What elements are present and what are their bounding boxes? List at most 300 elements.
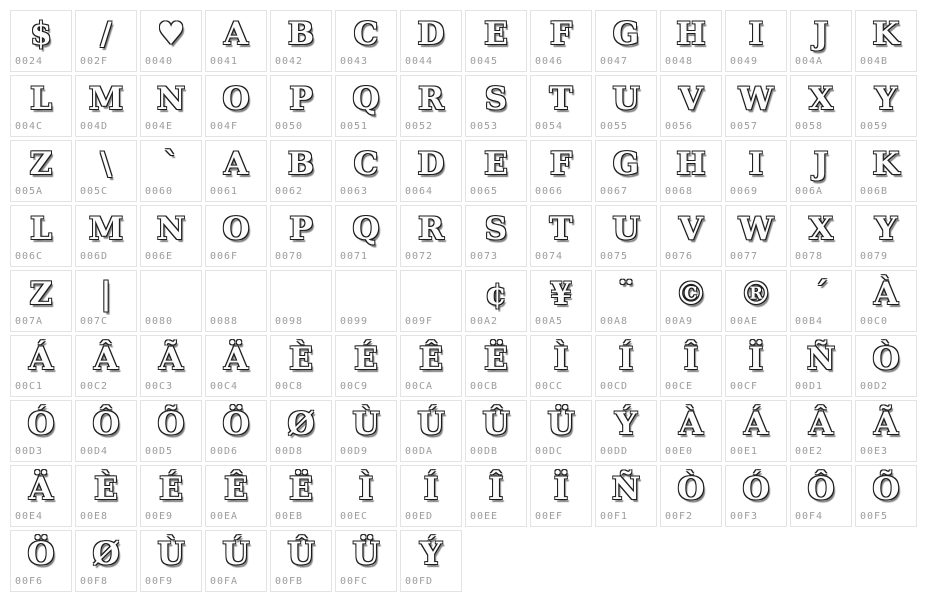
glyph: J xyxy=(813,15,829,52)
glyph: V xyxy=(678,80,704,117)
glyph-cell xyxy=(10,75,72,137)
glyph: D xyxy=(417,145,445,182)
glyph-code: 0053 xyxy=(470,121,499,132)
glyph: K xyxy=(872,15,900,52)
glyph-cell xyxy=(205,10,267,72)
glyph-code: 00E9 xyxy=(145,511,174,522)
glyph-code: 0067 xyxy=(600,186,629,197)
glyph: Ø xyxy=(92,535,120,572)
glyph: C xyxy=(353,15,379,52)
glyph-cell xyxy=(595,10,657,72)
glyph: X xyxy=(808,210,834,247)
glyph-cell xyxy=(725,10,787,72)
glyph-cell xyxy=(725,205,787,267)
glyph: Ô xyxy=(807,470,835,507)
glyph: M xyxy=(88,210,124,247)
glyph-cell xyxy=(595,270,657,332)
glyph: N xyxy=(156,210,186,247)
glyph-cell xyxy=(530,10,592,72)
glyph-code: 0045 xyxy=(470,56,499,67)
glyph-code: 006C xyxy=(15,251,44,262)
glyph: Ì xyxy=(358,470,374,507)
glyph-code: 00DD xyxy=(600,446,629,457)
glyph: E xyxy=(484,145,508,182)
glyph-code: 005C xyxy=(80,186,109,197)
glyph-code: 00D2 xyxy=(860,381,889,392)
glyph: P xyxy=(289,210,313,247)
glyph-cell xyxy=(335,400,397,462)
glyph-code: 0062 xyxy=(275,186,304,197)
glyph-code: 00FB xyxy=(275,576,304,587)
glyph-cell xyxy=(530,205,592,267)
glyph-cell xyxy=(335,205,397,267)
glyph-cell xyxy=(530,465,592,527)
glyph-code: 00D3 xyxy=(15,446,44,457)
glyph: Y xyxy=(874,210,898,247)
glyph: Ó xyxy=(27,405,55,442)
glyph-cell xyxy=(335,465,397,527)
glyph-code: 0043 xyxy=(340,56,369,67)
glyph: È xyxy=(94,470,118,507)
glyph: Â xyxy=(93,340,119,377)
glyph: R xyxy=(418,80,444,117)
glyph: J xyxy=(813,145,829,182)
glyph-code: 00AE xyxy=(730,316,759,327)
glyph xyxy=(401,271,461,316)
glyph: Õ xyxy=(872,470,900,507)
glyph-cell xyxy=(10,530,72,592)
glyph-cell xyxy=(595,400,657,462)
glyph-cell xyxy=(660,140,722,202)
glyph-code: 00F5 xyxy=(860,511,889,522)
glyph-row xyxy=(10,270,930,335)
glyph-cell xyxy=(400,75,462,137)
glyph: Ä xyxy=(223,340,249,377)
glyph-code: 0074 xyxy=(535,251,564,262)
glyph-code: 004E xyxy=(145,121,174,132)
glyph: Ý xyxy=(419,535,443,572)
glyph: V xyxy=(678,210,704,247)
glyph: T xyxy=(549,80,573,117)
glyph-code: 0099 xyxy=(340,316,369,327)
glyph-cell xyxy=(400,335,462,397)
glyph: L xyxy=(30,210,52,247)
glyph-cell xyxy=(855,10,917,72)
glyph-cell xyxy=(75,205,137,267)
glyph-cell xyxy=(10,335,72,397)
glyph-cell xyxy=(75,400,137,462)
glyph-code: 00D9 xyxy=(340,446,369,457)
glyph-cell xyxy=(335,10,397,72)
glyph-cell xyxy=(140,75,202,137)
glyph-code: 004F xyxy=(210,121,239,132)
glyph-cell xyxy=(790,400,852,462)
glyph-code: 00C2 xyxy=(80,381,109,392)
glyph-cell xyxy=(140,335,202,397)
glyph-code: 0042 xyxy=(275,56,304,67)
glyph: W xyxy=(738,80,774,117)
glyph-cell xyxy=(725,75,787,137)
glyph-cell xyxy=(725,335,787,397)
glyph-code: 00A5 xyxy=(535,316,564,327)
glyph: $ xyxy=(30,15,52,52)
glyph: W xyxy=(738,210,774,247)
glyph-cell xyxy=(140,270,202,332)
glyph-code: 00EF xyxy=(535,511,564,522)
glyph-cell xyxy=(270,75,332,137)
glyph-code: 00C3 xyxy=(145,381,174,392)
glyph-code: 00FA xyxy=(210,576,239,587)
glyph-code: 00C4 xyxy=(210,381,239,392)
glyph: Y xyxy=(874,80,898,117)
glyph-row xyxy=(10,465,930,530)
glyph-code: 0069 xyxy=(730,186,759,197)
glyph: Í xyxy=(618,340,634,377)
glyph-code: 002F xyxy=(80,56,109,67)
glyph: Ï xyxy=(748,340,764,377)
glyph: L xyxy=(30,80,52,117)
glyph-cell xyxy=(530,140,592,202)
glyph xyxy=(141,271,201,316)
glyph-cell xyxy=(465,400,527,462)
glyph-cell xyxy=(725,140,787,202)
glyph-cell xyxy=(660,205,722,267)
glyph-code: 0073 xyxy=(470,251,499,262)
glyph: ´ xyxy=(813,275,829,312)
glyph: Ã xyxy=(873,405,899,442)
glyph: Ò xyxy=(677,470,705,507)
glyph-cell xyxy=(140,400,202,462)
glyph-cell xyxy=(400,400,462,462)
glyph: M xyxy=(88,80,124,117)
glyph-code: 00C8 xyxy=(275,381,304,392)
glyph: É xyxy=(159,470,183,507)
glyph: D xyxy=(417,15,445,52)
glyph-cell xyxy=(10,140,72,202)
glyph: H xyxy=(676,145,706,182)
glyph-code: 00CB xyxy=(470,381,499,392)
glyph-cell xyxy=(75,530,137,592)
glyph-code: 0046 xyxy=(535,56,564,67)
glyph-cell xyxy=(270,530,332,592)
glyph-row xyxy=(10,75,930,140)
glyph-cell xyxy=(595,205,657,267)
glyph-cell xyxy=(10,270,72,332)
glyph-cell xyxy=(75,465,137,527)
glyph: Ó xyxy=(742,470,770,507)
glyph-code: 0048 xyxy=(665,56,694,67)
glyph: Ë xyxy=(484,340,508,377)
glyph-cell xyxy=(790,205,852,267)
glyph-code: 006A xyxy=(795,186,824,197)
glyph-cell xyxy=(725,270,787,332)
glyph-cell xyxy=(335,75,397,137)
glyph-code: 00A2 xyxy=(470,316,499,327)
glyph-code: 0054 xyxy=(535,121,564,132)
glyph-cell xyxy=(790,465,852,527)
glyph: B xyxy=(287,15,315,52)
glyph: ¨ xyxy=(618,275,634,312)
glyph: Ë xyxy=(289,470,313,507)
glyph-code: 00D5 xyxy=(145,446,174,457)
glyph-cell xyxy=(855,270,917,332)
glyph-cell xyxy=(465,465,527,527)
glyph-code: 00FC xyxy=(340,576,369,587)
glyph-cell xyxy=(530,75,592,137)
glyph-code: 00F9 xyxy=(145,576,174,587)
glyph-code: 004D xyxy=(80,121,109,132)
glyph-cell xyxy=(790,270,852,332)
glyph-code: 0078 xyxy=(795,251,824,262)
glyph-code: 0052 xyxy=(405,121,434,132)
glyph-cell xyxy=(530,270,592,332)
glyph: X xyxy=(808,80,834,117)
glyph-cell xyxy=(75,335,137,397)
glyph: Ù xyxy=(352,405,380,442)
glyph-cell xyxy=(10,400,72,462)
glyph: ♥ xyxy=(157,15,185,52)
glyph: Q xyxy=(352,80,380,117)
glyph-code: 00E8 xyxy=(80,511,109,522)
glyph-cell xyxy=(205,465,267,527)
glyph-code: 00CC xyxy=(535,381,564,392)
glyph-cell xyxy=(400,10,462,72)
glyph: Ñ xyxy=(611,470,641,507)
glyph-code: 0068 xyxy=(665,186,694,197)
glyph-code: 00FD xyxy=(405,576,434,587)
glyph: Q xyxy=(352,210,380,247)
glyph: Ê xyxy=(419,340,443,377)
glyph-code: 0040 xyxy=(145,56,174,67)
glyph: ` xyxy=(163,145,179,182)
glyph-code: 00DC xyxy=(535,446,564,457)
glyph: Á xyxy=(28,340,54,377)
glyph-cell xyxy=(335,270,397,332)
glyph: F xyxy=(549,15,572,52)
glyph-code: 006B xyxy=(860,186,889,197)
glyph: Û xyxy=(287,535,315,572)
glyph-cell xyxy=(205,205,267,267)
glyph-code: 0077 xyxy=(730,251,759,262)
glyph-code: 0064 xyxy=(405,186,434,197)
glyph-row xyxy=(10,205,930,270)
glyph-code: 0071 xyxy=(340,251,369,262)
glyph-code: 00F2 xyxy=(665,511,694,522)
glyph-code: 0055 xyxy=(600,121,629,132)
glyph-cell xyxy=(270,205,332,267)
glyph-code: 0075 xyxy=(600,251,629,262)
glyph: Z xyxy=(29,275,53,312)
glyph: R xyxy=(418,210,444,247)
glyph-code: 0059 xyxy=(860,121,889,132)
glyph-cell xyxy=(595,75,657,137)
glyph-code: 0051 xyxy=(340,121,369,132)
glyph-code: 00F1 xyxy=(600,511,629,522)
glyph-cell xyxy=(725,465,787,527)
glyph-code: 0049 xyxy=(730,56,759,67)
glyph: O xyxy=(222,210,250,247)
glyph-code: 006F xyxy=(210,251,239,262)
glyph-code: 006D xyxy=(80,251,109,262)
glyph-cell xyxy=(465,75,527,137)
glyph: Z xyxy=(29,145,53,182)
glyph: C xyxy=(353,145,379,182)
glyph: I xyxy=(748,15,764,52)
glyph: G xyxy=(612,145,640,182)
glyph-code: 006E xyxy=(145,251,174,262)
glyph-cell xyxy=(660,75,722,137)
glyph-code: 00EA xyxy=(210,511,239,522)
glyph-cell xyxy=(205,75,267,137)
glyph: Î xyxy=(488,470,504,507)
glyph-cell xyxy=(530,335,592,397)
glyph-cell xyxy=(140,465,202,527)
glyph-code: 0061 xyxy=(210,186,239,197)
glyph-code: 00ED xyxy=(405,511,434,522)
glyph-code: 00CF xyxy=(730,381,759,392)
glyph: Ã xyxy=(158,340,184,377)
glyph-cell xyxy=(400,140,462,202)
glyph-row xyxy=(10,335,930,400)
glyph-code: 00E2 xyxy=(795,446,824,457)
glyph-code: 00D8 xyxy=(275,446,304,457)
glyph-code: 007A xyxy=(15,316,44,327)
glyph-code: 00CD xyxy=(600,381,629,392)
glyph: Ú xyxy=(222,535,250,572)
glyph-code: 00EB xyxy=(275,511,304,522)
glyph-code: 0050 xyxy=(275,121,304,132)
glyph-cell xyxy=(725,400,787,462)
glyph-cell xyxy=(790,75,852,137)
glyph-cell xyxy=(465,140,527,202)
glyph-cell xyxy=(400,205,462,267)
glyph-cell xyxy=(660,10,722,72)
glyph-code: 0098 xyxy=(275,316,304,327)
glyph-code: 00DA xyxy=(405,446,434,457)
glyph-cell xyxy=(660,270,722,332)
glyph-cell xyxy=(75,270,137,332)
glyph-code: 0080 xyxy=(145,316,174,327)
glyph: U xyxy=(612,210,640,247)
glyph: Ý xyxy=(614,405,638,442)
glyph-code: 0056 xyxy=(665,121,694,132)
glyph-code: 0079 xyxy=(860,251,889,262)
glyph: | xyxy=(100,275,112,312)
glyph: I xyxy=(748,145,764,182)
glyph: Õ xyxy=(157,405,185,442)
glyph: © xyxy=(675,275,707,312)
glyph-cell xyxy=(205,530,267,592)
glyph-code: 007C xyxy=(80,316,109,327)
glyph: Ê xyxy=(224,470,248,507)
glyph: N xyxy=(156,80,186,117)
glyph-cell xyxy=(855,400,917,462)
glyph: Ï xyxy=(553,470,569,507)
glyph-cell xyxy=(270,465,332,527)
glyph: K xyxy=(872,145,900,182)
glyph-code: 0063 xyxy=(340,186,369,197)
glyph: Ù xyxy=(157,535,185,572)
glyph-cell xyxy=(270,335,332,397)
glyph-cell xyxy=(140,140,202,202)
glyph-row xyxy=(10,400,930,465)
glyph-cell xyxy=(140,10,202,72)
glyph-code: 005A xyxy=(15,186,44,197)
glyph-code: 009F xyxy=(405,316,434,327)
glyph-cell xyxy=(400,530,462,592)
glyph-cell xyxy=(465,10,527,72)
glyph: S xyxy=(484,210,508,247)
glyph-code: 0065 xyxy=(470,186,499,197)
glyph-code: 0076 xyxy=(665,251,694,262)
glyph: Ò xyxy=(872,340,900,377)
glyph-code: 00CA xyxy=(405,381,434,392)
glyph: À xyxy=(873,275,899,312)
glyph: Ú xyxy=(417,405,445,442)
glyph: Ì xyxy=(553,340,569,377)
glyph-code: 00EE xyxy=(470,511,499,522)
glyph-code: 00D1 xyxy=(795,381,824,392)
glyph xyxy=(271,271,331,316)
glyph-code: 00CE xyxy=(665,381,694,392)
glyph: / xyxy=(100,15,112,52)
glyph-row xyxy=(10,530,930,595)
glyph: Í xyxy=(423,470,439,507)
glyph-code: 00E3 xyxy=(860,446,889,457)
glyph-code: 00E1 xyxy=(730,446,759,457)
glyph-code: 0072 xyxy=(405,251,434,262)
glyph-code: 00C9 xyxy=(340,381,369,392)
glyph: Ä xyxy=(28,470,54,507)
glyph-cell xyxy=(335,530,397,592)
glyph: O xyxy=(222,80,250,117)
glyph: F xyxy=(549,145,572,182)
glyph: T xyxy=(549,210,573,247)
glyph-cell xyxy=(400,465,462,527)
glyph-code: 00F6 xyxy=(15,576,44,587)
glyph-cell xyxy=(660,465,722,527)
glyph: ¢ xyxy=(485,275,507,312)
glyph: H xyxy=(676,15,706,52)
glyph-code: 004C xyxy=(15,121,44,132)
glyph-cell xyxy=(205,270,267,332)
glyph xyxy=(206,271,266,316)
glyph: À xyxy=(678,405,704,442)
glyph: ¥ xyxy=(550,275,572,312)
glyph-code: 0070 xyxy=(275,251,304,262)
glyph-cell xyxy=(335,335,397,397)
glyph-code: 00F3 xyxy=(730,511,759,522)
glyph-cell xyxy=(205,140,267,202)
glyph-cell xyxy=(530,400,592,462)
glyph-code: 00D6 xyxy=(210,446,239,457)
glyph: Ö xyxy=(27,535,55,572)
glyph-cell xyxy=(335,140,397,202)
glyph-cell xyxy=(465,270,527,332)
glyph-cell xyxy=(855,140,917,202)
glyph: B xyxy=(287,145,315,182)
glyph: Û xyxy=(482,405,510,442)
glyph: Ü xyxy=(352,535,380,572)
glyph-cell xyxy=(10,10,72,72)
glyph-code: 00B4 xyxy=(795,316,824,327)
glyph: E xyxy=(484,15,508,52)
glyph-cell xyxy=(465,205,527,267)
glyph-code: 00A8 xyxy=(600,316,629,327)
glyph-cell xyxy=(465,335,527,397)
glyph-code: 0060 xyxy=(145,186,174,197)
glyph-cell xyxy=(595,140,657,202)
